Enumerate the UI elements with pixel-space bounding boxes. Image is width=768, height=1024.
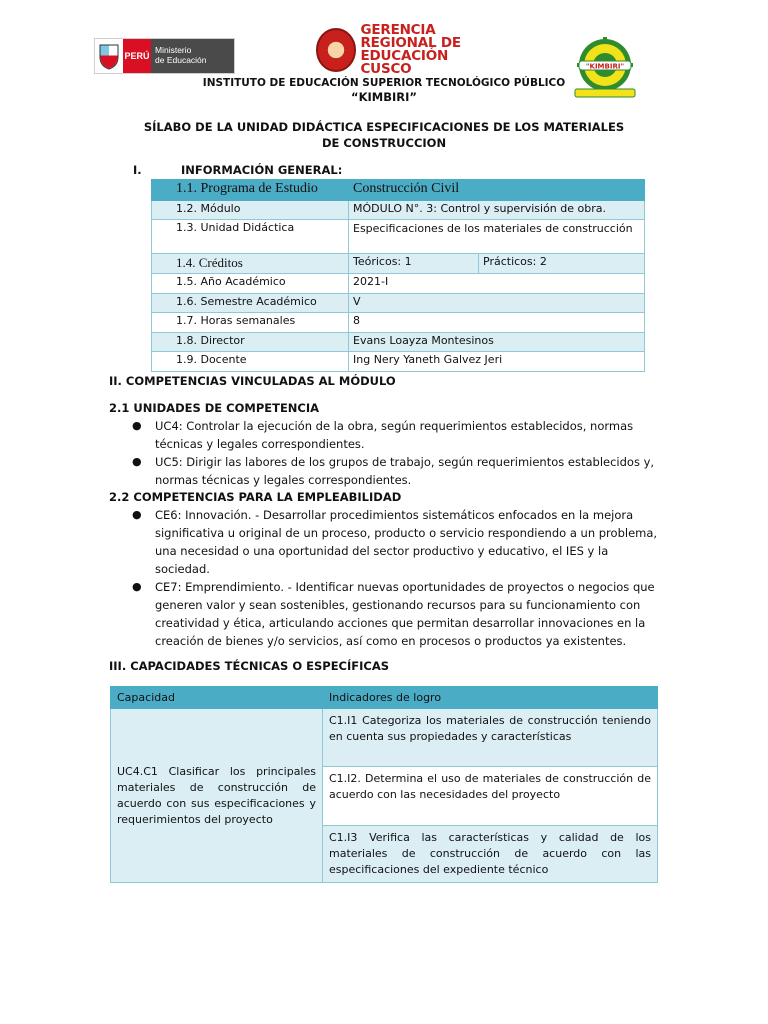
table-row — [152, 254, 645, 274]
table-row — [111, 709, 658, 767]
bullet-icon: ● — [132, 455, 142, 468]
institute-name: INSTITUTO DE EDUCACIÓN SUPERIOR TECNOLÓGICO PÚBLICO — [202, 77, 566, 89]
column-header-capacity: Capacidad — [111, 687, 323, 709]
table-row — [152, 180, 645, 201]
info-label: 1.5. Año Académico — [152, 274, 349, 294]
info-label: 1.7. Horas semanales — [152, 313, 349, 333]
info-value: MÓDULO N°. 3: Control y supervisión de obra. — [349, 201, 645, 220]
list-item — [132, 506, 660, 578]
indicator-cell: C1.I2. Determina el uso de materiales de construcción de acuerdo con las necesidades del proyecto — [323, 767, 658, 826]
info-value: Ing Nery Yaneth Galvez Jeri — [349, 352, 645, 372]
info-label: 1.4. Créditos — [152, 254, 349, 274]
general-info-table — [151, 179, 645, 372]
info-label: 1.2. Módulo — [152, 201, 349, 220]
info-value: V — [349, 294, 645, 313]
info-label: 1.1. Programa de Estudio — [152, 180, 349, 201]
info-label: 1.8. Director — [152, 333, 349, 352]
table-row — [152, 274, 645, 294]
ministry-label: Ministerio de Educación — [151, 39, 234, 73]
table-row — [152, 313, 645, 333]
capacities-table — [110, 686, 658, 883]
uc5-text: UC5: Dirigir las labores de los grupos de trabajo, según requerimientos establecidos y, normas técnicas y legales correspondientes. — [155, 455, 655, 487]
indicator-cell: C1.I3 Verifica las características y calidad de los materiales de construcción de acuerdo con las especificaciones del expediente técnico — [323, 826, 658, 883]
gerencia-emblem-icon — [316, 28, 356, 72]
peru-label: PERÚ — [123, 39, 151, 73]
info-value: 8 — [349, 313, 645, 333]
syllabus-title: SÍLABO DE LA UNIDAD DIDÁCTICA ESPECIFICACIONES DE LOS MATERIALES DE CONSTRUCCION — [143, 120, 625, 150]
info-value: Especificaciones de los materiales de construcción — [349, 220, 645, 254]
info-value: Evans Loayza Montesinos — [349, 333, 645, 352]
uc4-text: UC4: Controlar la ejecución de la obra, según requerimientos establecidos, normas técnicas y legales correspondientes. — [155, 419, 634, 451]
indicator-cell: C1.I1 Categoriza los materiales de construcción teniendo en cuenta sus propiedades y características — [323, 709, 658, 767]
section-2-1-title: 2.1 UNIDADES DE COMPETENCIA — [109, 401, 320, 415]
section-2-title: II. COMPETENCIAS VINCULADAS AL MÓDULO — [109, 374, 396, 388]
gerencia-text: GERENCIA REGIONAL DE EDUCACIÓN CUSCO — [360, 22, 461, 77]
bullet-icon: ● — [132, 508, 142, 521]
ministry-of-education-logo — [94, 38, 235, 74]
table-header-row — [111, 687, 658, 709]
info-value: 2021-I — [349, 274, 645, 294]
ce6-text: CE6: Innovación. - Desarrollar procedimientos sistemáticos enfocados en la mejora significativa u original de un proceso, producto o servicio respondiendo a un problema, una necesidad o una oportunidad del sector productivo y educativo, el IES y la sociedad. — [155, 508, 658, 576]
section-1-title: INFORMACIÓN GENERAL: — [181, 163, 343, 177]
info-value: Construcción Civil — [349, 180, 645, 201]
table-row — [152, 333, 645, 352]
column-header-indicators: Indicadores de logro — [323, 687, 658, 709]
peru-shield-icon — [95, 39, 123, 73]
list-item — [132, 453, 660, 489]
capacity-cell: UC4.C1 Clasificar los principales materiales de construcción de acuerdo con sus especificaciones y requerimientos del proyecto — [111, 709, 323, 883]
section-2-2-title: 2.2 COMPETENCIAS PARA LA EMPLEABILIDAD — [109, 490, 402, 504]
info-value: Teóricos: 1 — [349, 254, 479, 274]
info-value-2: Prácticos: 2 — [479, 254, 645, 274]
info-label: 1.6. Semestre Académico — [152, 294, 349, 313]
gerencia-regional-logo — [316, 22, 491, 77]
table-row — [152, 201, 645, 220]
info-label: 1.9. Docente — [152, 352, 349, 372]
bullet-icon: ● — [132, 580, 142, 593]
info-label: 1.3. Unidad Didáctica — [152, 220, 349, 254]
section-1-number: I. — [133, 163, 142, 177]
table-row — [152, 294, 645, 313]
list-item — [132, 578, 660, 650]
ce7-text: CE7: Emprendimiento. - Identificar nuevas oportunidades de proyectos o negocios que generen valor y sean sostenibles, gestionando recursos para su funcionamiento con creatividad y ética, articulando acciones que permitan desarrollar innovaciones en la creación de bienes y/o servicios, así como en procesos o productos ya existentes. — [155, 580, 655, 648]
bullet-icon: ● — [132, 419, 142, 432]
section-3-title: III. CAPACIDADES TÉCNICAS O ESPECÍFICAS — [109, 659, 390, 673]
table-row — [152, 220, 645, 254]
institute-short-name: “KIMBIRI” — [351, 90, 417, 104]
list-item — [132, 417, 650, 453]
table-row — [152, 352, 645, 372]
kimbiri-logo-label: "KIMBIRI" — [585, 62, 625, 71]
